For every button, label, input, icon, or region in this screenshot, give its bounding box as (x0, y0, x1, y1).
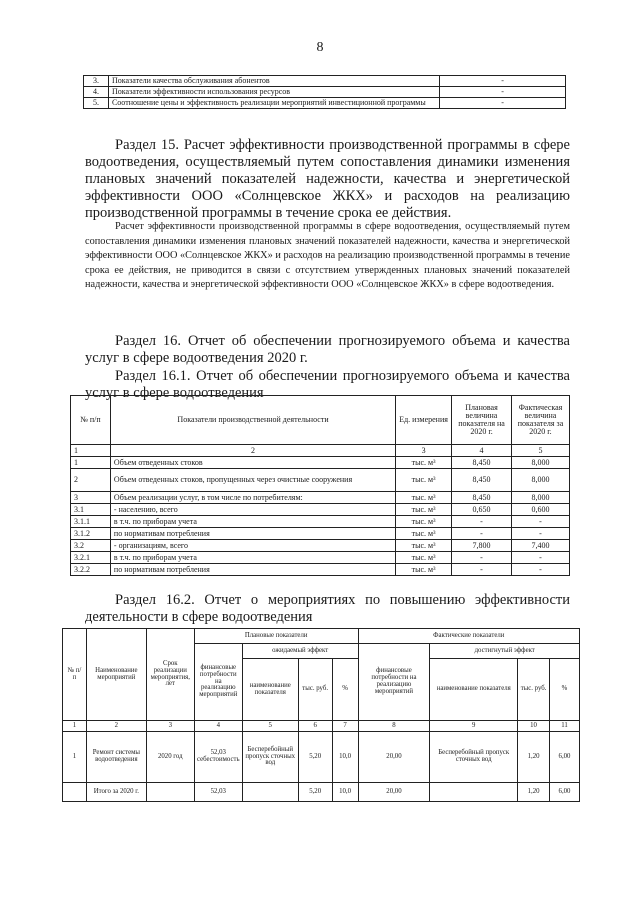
header-indicator: Показатели производственной деятельности (110, 396, 395, 445)
header-pct: % (332, 659, 358, 721)
row-plan: - (452, 552, 512, 564)
row-fact: 0,600 (511, 504, 569, 516)
table-row (71, 492, 570, 504)
col-number: 5 (511, 445, 569, 457)
col-number: 2 (86, 721, 146, 732)
top-indicators-table (83, 75, 566, 109)
row-value: - (440, 87, 566, 98)
header-ind-name: наименование показателя (242, 659, 298, 721)
efficiency-measures-table (62, 628, 580, 802)
row-number: 5. (84, 98, 109, 109)
empty-cell (242, 783, 298, 802)
row-number: 4. (84, 87, 109, 98)
row-name: в т.ч. по приборам учета (110, 516, 395, 528)
section-15-heading: Раздел 15. Расчет эффективности производственной программы в сфере водоотведения, осуществляемый путем сопоставления динамики изменения плановых значений показателей надежности, качества и энергетической эффективности ООО «Солнцевское ЖКХ» и расходов на реализацию производственной программы в течение срока ее действия. (85, 137, 570, 221)
col-number: 3 (146, 721, 194, 732)
col-number: 10 (518, 721, 550, 732)
total-pct: 10,0 (332, 783, 358, 802)
row-name: - населению, всего (110, 504, 395, 516)
row-plan: 7,800 (452, 540, 512, 552)
row-name: Соотношение цены и эффективность реализации мероприятий инвестиционной программы (108, 98, 439, 109)
header-ind-name: наименование показателя (430, 659, 518, 721)
row-plan: 0,650 (452, 504, 512, 516)
row-indicator-fact: Бесперебойный пропуск сточных вод (430, 732, 518, 783)
row-fin: 52,03 себестоимость (194, 732, 242, 783)
row-number: 3.1.1 (71, 516, 111, 528)
row-unit: тыс. м³ (396, 564, 452, 576)
row-plan: - (452, 528, 512, 540)
total-rub: 5,20 (298, 783, 332, 802)
row-pct-fact: 6,00 (550, 732, 580, 783)
empty-cell (63, 783, 87, 802)
col-number: 1 (63, 721, 87, 732)
row-fact: - (511, 564, 569, 576)
table-row (71, 528, 570, 540)
header-num: № п/п (71, 396, 111, 445)
row-name: Показатели эффективности использования ресурсов (108, 87, 439, 98)
row-fact: 8,000 (511, 492, 569, 504)
row-value: - (440, 76, 566, 87)
row-plan: 8,450 (452, 492, 512, 504)
header-fact: Фактическая величина показателя за 2020 г. (511, 396, 569, 445)
row-unit: тыс. м³ (396, 504, 452, 516)
column-number-row (71, 445, 570, 457)
table-row (71, 564, 570, 576)
row-name: Объем отведенных стоков, пропущенных через очистные сооружения (110, 469, 395, 492)
row-number: 1 (63, 732, 87, 783)
table-row (71, 540, 570, 552)
header-plan: Плановая величина показателя на 2020 г. (452, 396, 512, 445)
header-actual: Фактические показатели (358, 629, 579, 644)
row-plan: 8,450 (452, 469, 512, 492)
table-row (84, 76, 566, 87)
table-row (71, 457, 570, 469)
row-rub-fact: 1,20 (518, 732, 550, 783)
table-row (71, 552, 570, 564)
row-pct: 10,0 (332, 732, 358, 783)
header-rub: тыс. руб. (298, 659, 332, 721)
section-16-heading: Раздел 16. Отчет об обеспечении прогнозируемого объема и качества услуг в сфере водоотведения 2020 г. (85, 333, 570, 366)
table-row (71, 516, 570, 528)
row-plan: - (452, 516, 512, 528)
header-rub: тыс. руб. (518, 659, 550, 721)
col-number: 11 (550, 721, 580, 732)
row-name: в т.ч. по приборам учета (110, 552, 395, 564)
row-fact: - (511, 528, 569, 540)
table-row (84, 87, 566, 98)
header-term: Срок реализации мероприятия, лет (146, 629, 194, 721)
total-fin-fact: 20,00 (358, 783, 430, 802)
total-label: Итого за 2020 г. (86, 783, 146, 802)
row-unit: тыс. м³ (396, 492, 452, 504)
col-number: 8 (358, 721, 430, 732)
row-name: Объем реализации услуг, в том числе по потребителям: (110, 492, 395, 504)
table-row (71, 469, 570, 492)
row-name: - организациям, всего (110, 540, 395, 552)
volume-quality-table (70, 395, 570, 576)
col-number: 3 (396, 445, 452, 457)
row-value: - (440, 98, 566, 109)
row-unit: тыс. м³ (396, 552, 452, 564)
row-number: 3.2.1 (71, 552, 111, 564)
row-unit: тыс. м³ (396, 516, 452, 528)
header-planned: Плановые показатели (194, 629, 358, 644)
page-number: 8 (316, 40, 324, 55)
row-fact: - (511, 552, 569, 564)
row-plan: 8,450 (452, 457, 512, 469)
row-unit: тыс. м³ (396, 457, 452, 469)
row-fin-fact: 20,00 (358, 732, 430, 783)
row-fact: - (511, 516, 569, 528)
row-number: 3.1 (71, 504, 111, 516)
row-number: 3 (71, 492, 111, 504)
empty-cell (430, 783, 518, 802)
header-fin-fact: финансовые потребности на реализацию мероприятий (358, 644, 430, 721)
total-row (63, 783, 580, 802)
header-name: Наименование мероприятий (86, 629, 146, 721)
total-rub-fact: 1,20 (518, 783, 550, 802)
row-fact: 7,400 (511, 540, 569, 552)
header-unit: Ед. измерения (396, 396, 452, 445)
col-number: 5 (242, 721, 298, 732)
row-name: Ремонт системы водоотведения (86, 732, 146, 783)
row-unit: тыс. м³ (396, 540, 452, 552)
header-row (63, 629, 580, 644)
row-number: 3. (84, 76, 109, 87)
table-row (63, 732, 580, 783)
row-unit: тыс. м³ (396, 528, 452, 540)
section-15-text: Расчет эффективности производственной программы в сфере водоотведения, осуществляемый путем сопоставления динамики изменения плановых значений показателей надежности, качества и энергетической эффективности ООО «Солнцевское ЖКХ» и расходов на реализацию производственной программы в течение срока ее действия, не приводится в связи с отсутствием утвержденных плановых значений показателей надежности, качества и энергетической эффективности ООО «Солнцевское ЖКХ» в сфере водоотведения. (85, 221, 570, 290)
table-row (84, 98, 566, 109)
col-number: 2 (110, 445, 395, 457)
row-rub: 5,20 (298, 732, 332, 783)
section-16-2-heading: Раздел 16.2. Отчет о мероприятиях по повышению эффективности деятельности в сфере водоотведения (85, 592, 570, 625)
row-fact: 8,000 (511, 469, 569, 492)
row-name: по нормативам потребления (110, 528, 395, 540)
col-number: 7 (332, 721, 358, 732)
header-achieved-effect: достигнутый эффект (430, 644, 580, 659)
row-name: Показатели качества обслуживания абонентов (108, 76, 439, 87)
row-fact: 8,000 (511, 457, 569, 469)
header-row (71, 396, 570, 445)
row-number: 3.1.2 (71, 528, 111, 540)
row-unit: тыс. м³ (396, 469, 452, 492)
table-row (71, 504, 570, 516)
header-pct: % (550, 659, 580, 721)
header-num: № п/ п (63, 629, 87, 721)
header-fin-plan: финансовые потребности на реализацию мероприятий (194, 644, 242, 721)
col-number: 1 (71, 445, 111, 457)
row-number: 2 (71, 469, 111, 492)
empty-cell (146, 783, 194, 802)
row-plan: - (452, 564, 512, 576)
total-fin: 52,03 (194, 783, 242, 802)
col-number: 4 (452, 445, 512, 457)
row-number: 3.2.2 (71, 564, 111, 576)
row-indicator: Бесперебойный пропуск сточных вод (242, 732, 298, 783)
col-number: 9 (430, 721, 518, 732)
section-16-1-heading: Раздел 16.1. Отчет об обеспечении прогнозируемого объема и качества услуг в сфере водоотведения (85, 368, 570, 401)
row-name: Объем отведенных стоков (110, 457, 395, 469)
header-expected-effect: ожидаемый эффект (242, 644, 358, 659)
row-name: по нормативам потребления (110, 564, 395, 576)
column-number-row (63, 721, 580, 732)
col-number: 4 (194, 721, 242, 732)
row-number: 1 (71, 457, 111, 469)
row-number: 3.2 (71, 540, 111, 552)
total-pct-fact: 6,00 (550, 783, 580, 802)
row-term: 2020 год (146, 732, 194, 783)
col-number: 6 (298, 721, 332, 732)
